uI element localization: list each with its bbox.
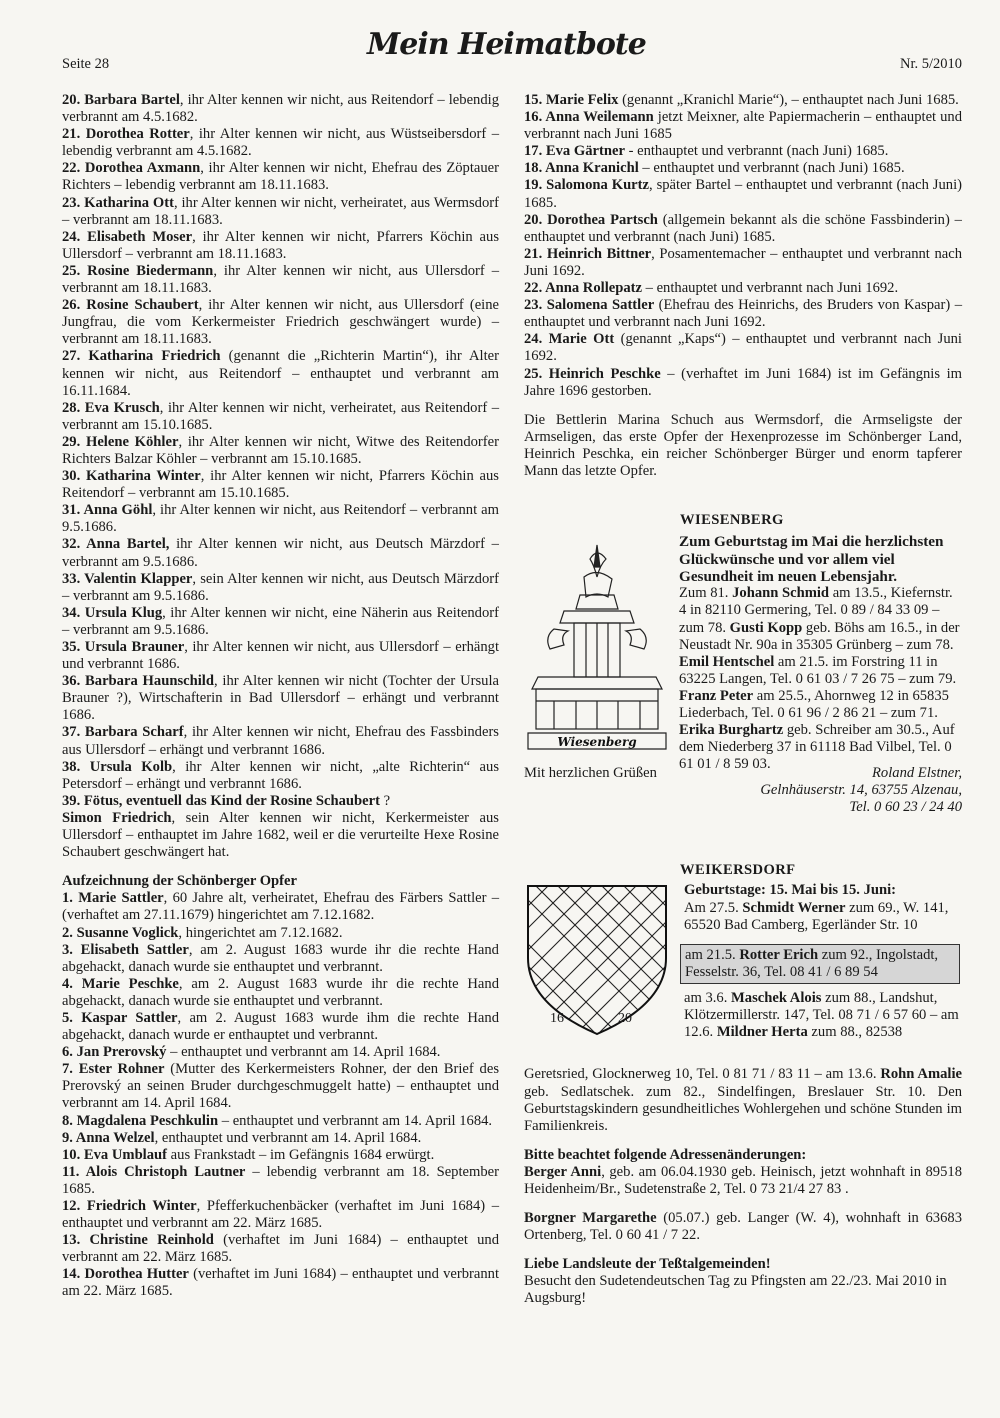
entry-text: , am 2. August 1683 wurde ihm die rechte Hand abgehackt, danach wurde er enthauptet und verbrannt.	[62, 1009, 500, 1044]
entry-text: – enthauptet und verbrannt (nach Juni) 1685.	[638, 160, 905, 177]
weikersdorf-section	[524, 862, 962, 1134]
entry-name: 21. Heinrich Bittner	[524, 245, 652, 262]
entry-name: 26. Rosine Schaubert	[62, 297, 199, 314]
entry-text: ihr Alter kennen wir nicht, aus Deutsch Märzdorf – verbrannt am 9.5.1686.	[62, 536, 499, 570]
list-item	[524, 366, 962, 400]
list-item	[62, 297, 499, 348]
list-item	[62, 605, 499, 639]
entry-name: 4. Marie Peschke	[62, 975, 179, 992]
list-item	[62, 92, 499, 126]
wiesenberg-title: WIESENBERG	[680, 512, 784, 529]
entry-text: , enthauptet und verbrannt am 14. April 1684.	[154, 1129, 422, 1146]
entry-name: 25. Rosine Biedermann	[62, 262, 214, 279]
wiesenberg-crest-label: Wiesenberg	[557, 735, 637, 750]
entry-text: , ihr Alter kennen wir nicht, Ehefrau des Zöptauer Richters – lebendig verbrannt am 18.11.1683.	[62, 160, 499, 194]
entry-name: 23. Katharina Ott	[62, 194, 174, 211]
sender-phone: Tel. 0 60 23 / 24 40	[849, 799, 962, 816]
list-item	[524, 160, 962, 177]
entry-name: 27. Katharina Friedrich	[62, 348, 221, 365]
entry-text: (Mutter des Kerkermeisters Rohner, der den Brief des Prerovský an seinen Bruder durchgeschmuggelt hatte) – enthauptet und verbrannt am 14. April 1684.	[62, 1061, 499, 1112]
entry-text: , sein Alter kennen wir nicht, aus Deutsch Märzdorf – verbrannt am 9.5.1686.	[62, 570, 499, 604]
entry-name: 16. Anna Weilemann	[524, 109, 654, 126]
list-item	[62, 400, 499, 434]
entry-name: 6. Jan Prerovský	[62, 1044, 167, 1061]
list-item	[62, 1044, 499, 1061]
schoenberg-heading: Aufzeichnung der Schönberger Opfer	[62, 873, 297, 890]
entry-text: (verhaftet im Juni 1684) – enthauptet und verbrannt am 22. März 1685.	[62, 1266, 500, 1300]
entry-text: – (verhaftet im Juni 1684) ist im Gefängnis im Jahre 1696 gestorben.	[524, 365, 962, 399]
list-item	[62, 810, 499, 861]
entry-text: , ihr Alter kennen wir nicht, „alte Richterin“ aus Petersdorf – erhängt und verbrannt 1686.	[62, 758, 499, 792]
list-item	[62, 793, 499, 810]
entry-text: , ihr Alter kennen wir nicht, aus Ullersdorf – erhängt und verbrannt 1686.	[62, 639, 499, 673]
entry-name: 5. Kaspar Sattler	[62, 1009, 178, 1026]
list-item	[62, 160, 499, 194]
entry-name: 21. Dorothea Rotter	[62, 126, 190, 143]
sender-name: Roland Elstner,	[872, 765, 962, 782]
victims-list	[62, 92, 499, 861]
list-item	[62, 942, 499, 976]
list-item	[62, 263, 499, 297]
entry-text: (Ehefrau des Heinrichs, des Bruders von Kaspar) – enthauptet und verbrannt nach Juni 1692.	[524, 297, 962, 331]
list-item	[62, 639, 499, 673]
weikersdorf-highlight-entry: am 21.5. Rotter Erich zum 92., Ingolstadt, Fesselstr. 36, Tel. 08 41 / 6 89 54	[680, 944, 960, 984]
entry-text: – enthauptet und verbrannt am 14. April 1684.	[218, 1112, 493, 1129]
entry-name: 36. Barbara Haunschild	[62, 673, 214, 690]
entry-text: - enthauptet und verbrannt (nach Juni) 1685.	[624, 143, 889, 160]
weikersdorf-shield-emblem	[526, 884, 668, 1036]
entry-text: , sein Alter kennen wir nicht, Kerkermeister aus Ullersdorf – enthauptet im Jahre 1682, weil er die verurteilte Hexe Rosine Schaubert geschwängert hat.	[62, 809, 499, 861]
entry-text: (genannt „Kaps“) – enthauptet und verbrannt nach Juni 1692.	[524, 331, 962, 365]
list-item	[62, 1061, 499, 1112]
list-item	[62, 1232, 499, 1266]
list-item	[62, 724, 499, 758]
entry-name: 24. Marie Ott	[524, 331, 615, 348]
page-header	[62, 27, 962, 90]
signoff-greeting: Mit herzlichen Grüßen	[524, 765, 657, 782]
list-item	[62, 1164, 499, 1198]
entry-name: 37. Barbara Scharf	[62, 724, 184, 741]
entry-text: jetzt Meixner, alte Papiermacherin – enthauptet und verbrannt nach Juni 1685	[524, 109, 962, 143]
entry-text: , hingerichtet am 7.12.1682.	[178, 924, 343, 941]
entry-text: ?	[379, 792, 391, 809]
weikersdorf-title: WEIKERSDORF	[680, 862, 796, 879]
entry-text: , ihr Alter kennen wir nicht, Ehefrau des Fassbinders aus Ullersdorf – erhängt und verbrannt 1686.	[62, 724, 499, 758]
weikersdorf-birthdays	[684, 882, 962, 1041]
entry-name: 28. Eva Krusch	[62, 399, 160, 416]
wiesenberg-greeting: Zum Geburtstag im Mai die herzlichsten Glückwünsche und vor allem viel Gesundheit im neuen Lebensjahr.	[679, 533, 944, 585]
issue-number: Nr. 5/2010	[899, 56, 962, 72]
list-item	[524, 212, 962, 246]
entry-name: 31. Anna Göhl	[62, 502, 153, 519]
page-number: Seite 28	[62, 56, 110, 72]
entry-name: 11. Alois Christoph Lautner	[62, 1163, 246, 1180]
list-item	[524, 92, 962, 109]
entry-text: aus Frankstadt – im Gefängnis 1684 erwürgt.	[167, 1146, 435, 1163]
entry-name: 19. Salomona Kurtz	[524, 177, 649, 194]
entry-text: , am 2. August 1683 wurde ihr die rechte Hand abgehackt, danach wurde sie enthauptet und verbrannt.	[62, 941, 499, 975]
list-item	[62, 1198, 499, 1232]
entry-text: , ihr Alter kennen wir nicht, verheiratet, aus Wermsdorf – verbrannt am 18.11.1683.	[62, 194, 499, 228]
list-item	[524, 177, 962, 211]
entry-text: , ihr Alter kennen wir nicht, aus Wüstseibersdorf – lebendig verbrannt am 4.5.1682.	[62, 126, 499, 160]
entry-text: , ihr Alter kennen wir nicht, aus Reitendorf – lebendig verbrannt am 4.5.1682.	[62, 92, 499, 126]
entry-text: – lebendig verbrannt am 18. September 1685.	[62, 1163, 499, 1197]
entry-text: , ihr Alter kennen wir nicht, aus Ullersdorf (eine Jungfrau, die vom Kerkermeister Friedrich geschwängert wurde) – verbrannt am 18.11.1683.	[62, 297, 499, 348]
list-item	[62, 229, 499, 263]
entry-name: 12. Friedrich Winter	[62, 1198, 197, 1214]
entry-name: 3. Elisabeth Sattler	[62, 941, 189, 958]
entry-name: 18. Anna Kranichl	[524, 160, 639, 177]
address-changes-heading: Bitte beachtet folgende Adressenänderungen:	[524, 1146, 807, 1163]
entry-name: 25. Heinrich Peschke	[524, 365, 661, 382]
entry-name: 1. Marie Sattler	[62, 890, 164, 907]
entry-name: Simon Friedrich	[62, 809, 172, 826]
entry-text: , ihr Alter kennen wir nicht, verheiratet, aus Reitendorf – verbrannt am 15.10.1685.	[62, 399, 499, 433]
entry-text: (verhaftet im Juni 1684) – enthauptet und verbrannt am 22. März 1685.	[62, 1232, 500, 1266]
list-item	[524, 246, 962, 280]
list-item	[62, 1130, 499, 1147]
entry-name: 29. Helene Köhler	[62, 433, 179, 450]
entry-name: 34. Ursula Klug	[62, 604, 163, 621]
entry-name: 33. Valentin Klapper	[62, 570, 193, 587]
list-item	[62, 195, 499, 229]
weikersdorf-entry-1: Am 27.5. Schmidt Werner zum 69., W. 141, 65520 Bad Camberg, Egerländer Str. 10	[684, 899, 949, 933]
final-text: Besucht den Sudetendeutschen Tag zu Pfingsten am 22./23. Mai 2010 in Augsburg!	[524, 1273, 947, 1307]
entry-text: , ihr Alter kennen wir nicht, Pfarrers Köchin aus Ullersdorf – verbrannt am 18.11.1683.	[62, 228, 499, 262]
entry-name: 17. Eva Gärtner	[524, 143, 625, 160]
entry-text: , ihr Alter kennen wir nicht, aus Reitendorf – verbrannt am 9.5.1686.	[62, 502, 499, 536]
schoenberg-victims-list	[62, 890, 499, 1300]
final-heading: Liebe Landsleute der Teßtalgemeinden!	[524, 1256, 771, 1273]
entry-name: 9. Anna Welzel	[62, 1129, 155, 1146]
wiesenberg-birthday-list: Zum 81. Johann Schmid am 13.5., Kiefernstr. 4 in 82110 Germering, Tel. 0 89 / 84 33 09 – zum 78. Gusti Kopp geb. Böhs am 16.5., in der Neustadt Nr. 90a in 35305 Grünberg – zum 78. Emil Hentschel am 21.5. im Forstring 11 in 63225 Langen, Tel. 0 61 03 / 7 26 75 – zum 79. Franz Peter am 25.5., Ahornweg 12 in 65835 Liederbach, Tel. 0 61 96 / 2 86 21 – zum 71. Erika Burghartz geb. Schreiber am 30.5., Auf dem Niederberg 37 in 61118 Bad Vilbel, Tel. 0 61 01 / 8 59 03.	[679, 585, 960, 773]
list-item	[62, 468, 499, 502]
weikersdorf-birthday-heading: Geburtstage: 15. Mai bis 15. Juni:	[684, 882, 897, 899]
entry-text: (genannt die „Richterin Martin“), ihr Alter kennen wir nicht, aus Reitendorf – enthauptet und verbrannt am 16.11.1684.	[62, 348, 499, 399]
masthead-logo: Mein Heimatbote	[367, 27, 646, 62]
entry-name: 23. Salomena Sattler	[524, 297, 655, 314]
entry-name: 7. Ester Rohner	[62, 1061, 165, 1078]
entry-name: 39. Fötus, eventuell das Kind der Rosine Schaubert	[62, 792, 380, 809]
left-column	[62, 92, 499, 1301]
list-item	[62, 348, 499, 399]
list-item	[62, 536, 499, 570]
entry-name: 22. Dorothea Axmann	[62, 160, 201, 177]
list-item	[62, 1266, 499, 1300]
list-item	[62, 890, 499, 924]
list-item	[62, 925, 499, 942]
entry-text: , ihr Alter kennen wir nicht (Tochter der Ursula Brauner ?), Wirtschafterin in Bad Ullersdorf – erhängt und verbrannt 1686.	[62, 673, 499, 724]
list-item	[62, 502, 499, 536]
entry-name: 22. Anna Rollepatz	[524, 280, 642, 297]
entry-text: , Pfefferkuchenbäcker (verhaftet im Juni 1684) – enthauptet und verbrannt am 22. März 1685.	[62, 1198, 499, 1232]
entry-text: – enthauptet und verbrannt nach Juni 1692.	[641, 280, 899, 297]
list-item	[62, 1147, 499, 1164]
entry-text: , ihr Alter kennen wir nicht, Pfarrers Köchin aus Reitendorf – verbrannt am 15.10.1685.	[62, 468, 499, 502]
right-column	[524, 92, 962, 1308]
entry-text: – enthauptet und verbrannt am 14. April 1684.	[166, 1044, 441, 1061]
entry-text: , Posamentemacher – enthauptet und verbrannt nach Juni 1692.	[524, 245, 962, 279]
wiesenberg-section	[524, 512, 962, 816]
entry-name: 38. Ursula Kolb	[62, 758, 173, 775]
entry-name: 8. Magdalena Peschkulin	[62, 1112, 219, 1129]
entry-name: 13. Christine Reinhold	[62, 1232, 214, 1249]
entry-name: 10. Eva Umblauf	[62, 1146, 168, 1163]
list-item	[62, 673, 499, 724]
weikersdorf-entry-4: Geretsried, Glocknerweg 10, Tel. 0 81 71 / 83 11 – am 13.6. Rohn Amalie geb. Sedlatschek. zum 82., Sindelfingen, Breslauer Str. 10. Den Geburtstagskindern gesundheitliches Wohlergehen und schöne Stunden im Familienkreis.	[524, 1066, 962, 1134]
list-item	[62, 126, 499, 160]
entry-text: , ihr Alter kennen wir nicht, Witwe des Reitendorfer Richters Balzar Köhler – verbrannt am 15.10.1685.	[62, 433, 499, 467]
entry-name: 30. Katharina Winter	[62, 468, 201, 485]
entry-name: 35. Ursula Brauner	[62, 639, 185, 655]
list-item	[524, 297, 962, 331]
list-item	[62, 434, 499, 468]
list-item	[62, 571, 499, 605]
closing-paragraph: Die Bettlerin Marina Schuch aus Wermsdorf, die Armseligste der Armseligen, das erste Opfer der Hexenprozesse im Schönberger Land, Heinrich Peschka, ein reicher Schönberger Bürger und enorm tapferer Mann das letzte Opfer.	[524, 411, 962, 479]
address-change-1: Berger Anni, geb. am 06.04.1930 geb. Heinisch, jetzt wohnhaft in 89518 Heidenheim/Br., Sudetenstraße 2, Tel. 0 73 21/4 27 83 .	[524, 1163, 962, 1197]
entry-name: 15. Marie Felix	[524, 92, 619, 108]
list-item	[62, 1113, 499, 1130]
entry-name: 20. Dorothea Partsch	[524, 211, 658, 228]
wiesenberg-fountain-emblem	[524, 537, 670, 763]
list-item	[524, 331, 962, 365]
list-item	[62, 1010, 499, 1044]
entry-text: (allgemein bekannt als die schöne Fassbinderin) – enthauptet und verbrannt (nach Juni) 1685.	[524, 211, 962, 245]
entry-name: 20. Barbara Bartel	[62, 92, 180, 108]
entry-name: 24. Elisabeth Moser	[62, 228, 193, 245]
entry-name: 32. Anna Bartel,	[62, 536, 170, 553]
list-item	[62, 759, 499, 793]
list-item	[524, 280, 962, 297]
sender-address: Gelnhäuserstr. 14, 63755 Alzenau,	[760, 782, 962, 799]
weikersdorf-year-right: 20	[618, 1011, 632, 1027]
address-change-2: Borgner Margarethe (05.07.) geb. Langer (W. 4), wohnhaft in 63683 Ortenberg, Tel. 0 60 41 / 7 22.	[524, 1210, 962, 1244]
entry-text: (genannt „Kranichl Marie“), – enthauptet nach Juni 1685.	[618, 92, 959, 108]
wiesenberg-birthdays	[679, 533, 962, 773]
entry-text: , ihr Alter kennen wir nicht, aus Ullersdorf – verbrannt am 18.11.1683.	[62, 262, 499, 297]
weikersdorf-entry-3: am 3.6. Maschek Alois zum 88., Landshut, Klötzermillerstr. 147, Tel. 08 71 / 6 57 60 – am 12.6. Mildner Herta zum 88., 82538	[684, 989, 959, 1041]
entry-text: , später Bartel – enthauptet und verbrannt (nach Juni) 1685.	[524, 177, 962, 211]
entry-text: , 60 Jahre alt, verheiratet, Ehefrau des Färbers Sattler – (verhaftet am 27.11.1679) hingerichtet am 7.12.1682.	[62, 890, 500, 924]
entry-name: 14. Dorothea Hutter	[62, 1266, 189, 1283]
weikersdorf-year-left: 16	[550, 1011, 564, 1027]
list-item	[62, 976, 499, 1010]
schoenberg-victims-continued	[524, 92, 962, 400]
entry-text: , am 2. August 1683 wurde ihr die rechte Hand abgehackt, danach wurde sie enthauptet und verbrannt.	[62, 975, 499, 1009]
entry-text: , ihr Alter kennen wir nicht, eine Näherin aus Reitendorf – verbrannt am 9.5.1686.	[62, 604, 499, 638]
entry-name: 2. Susanne Voglick	[62, 924, 179, 941]
list-item	[524, 109, 962, 143]
list-item	[524, 143, 962, 160]
